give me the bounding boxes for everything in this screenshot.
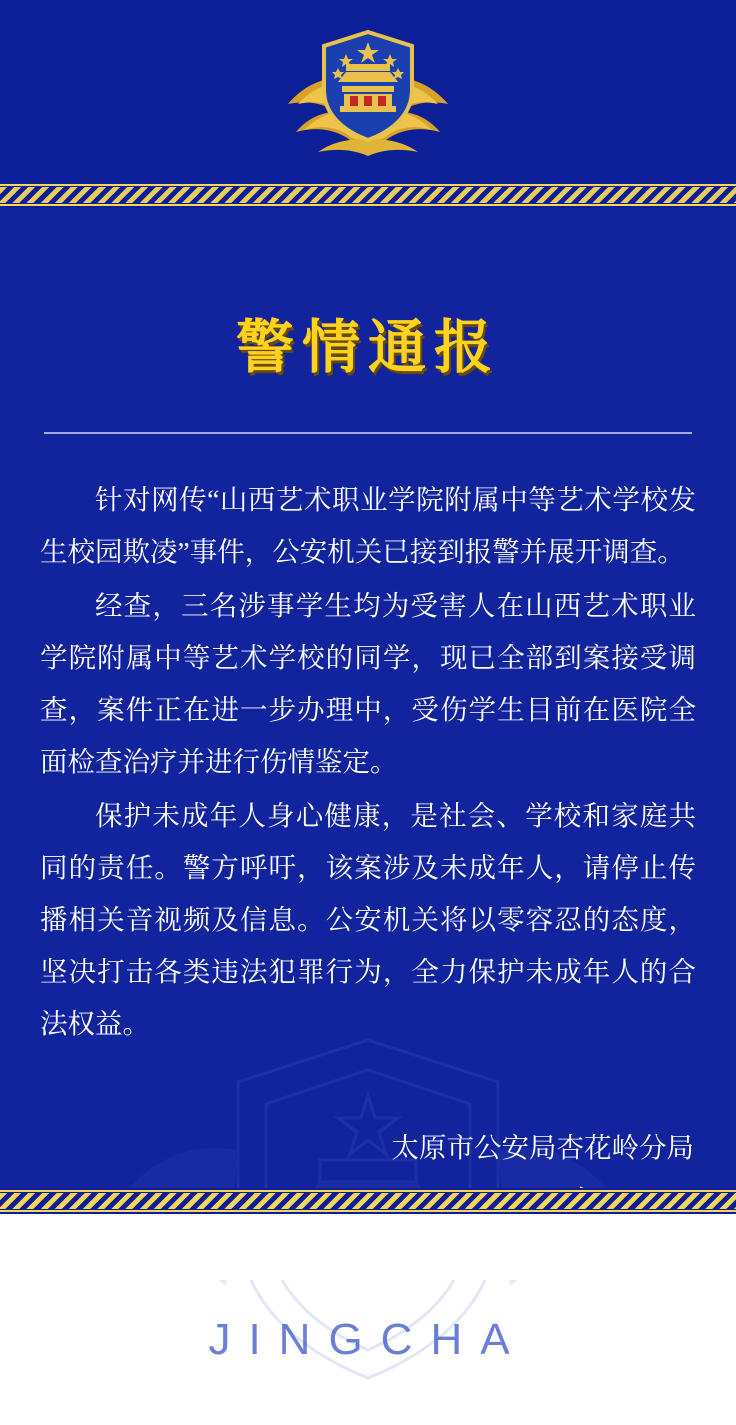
signature-issuer: 太原市公安局杏花岭分局 — [391, 1132, 694, 1163]
paragraph-2: 经查，三名涉事学生均为受害人在山西艺术职业学院附属中等艺术学校的同学，现已全部到案接受调查，案件正在进一步办理中，受伤学生目前在医院全面检查治疗并进行伤情鉴定。 — [40, 590, 696, 777]
paragraph-1: 针对网传“山西艺术职业学院附属中等艺术学校发生校园欺凌”事件，公安机关已接到报警并展开调查。 — [40, 484, 696, 567]
footer-band — [0, 1214, 736, 1280]
notice-body — [0, 300, 736, 1364]
china-police-emblem-icon — [280, 20, 456, 162]
title-divider — [44, 432, 692, 434]
page-title: 警情通报 — [235, 315, 500, 380]
watermark-text: JINGCHA — [208, 1315, 528, 1364]
emblem-band — [0, 0, 736, 182]
paragraph-3: 保护未成年人身心健康，是社会、学校和家庭共同的责任。警方呼吁，该案涉及未成年人，请停止传播相关音视频及信息。公安机关将以零容忍的态度，坚决打击各类违法犯罪行为，全力保护未成年人的合法权益。 — [40, 800, 696, 1039]
decorative-zigzag-divider-bottom — [0, 1188, 736, 1214]
decorative-zigzag-divider-top — [0, 182, 736, 208]
notice-content — [40, 474, 696, 1050]
